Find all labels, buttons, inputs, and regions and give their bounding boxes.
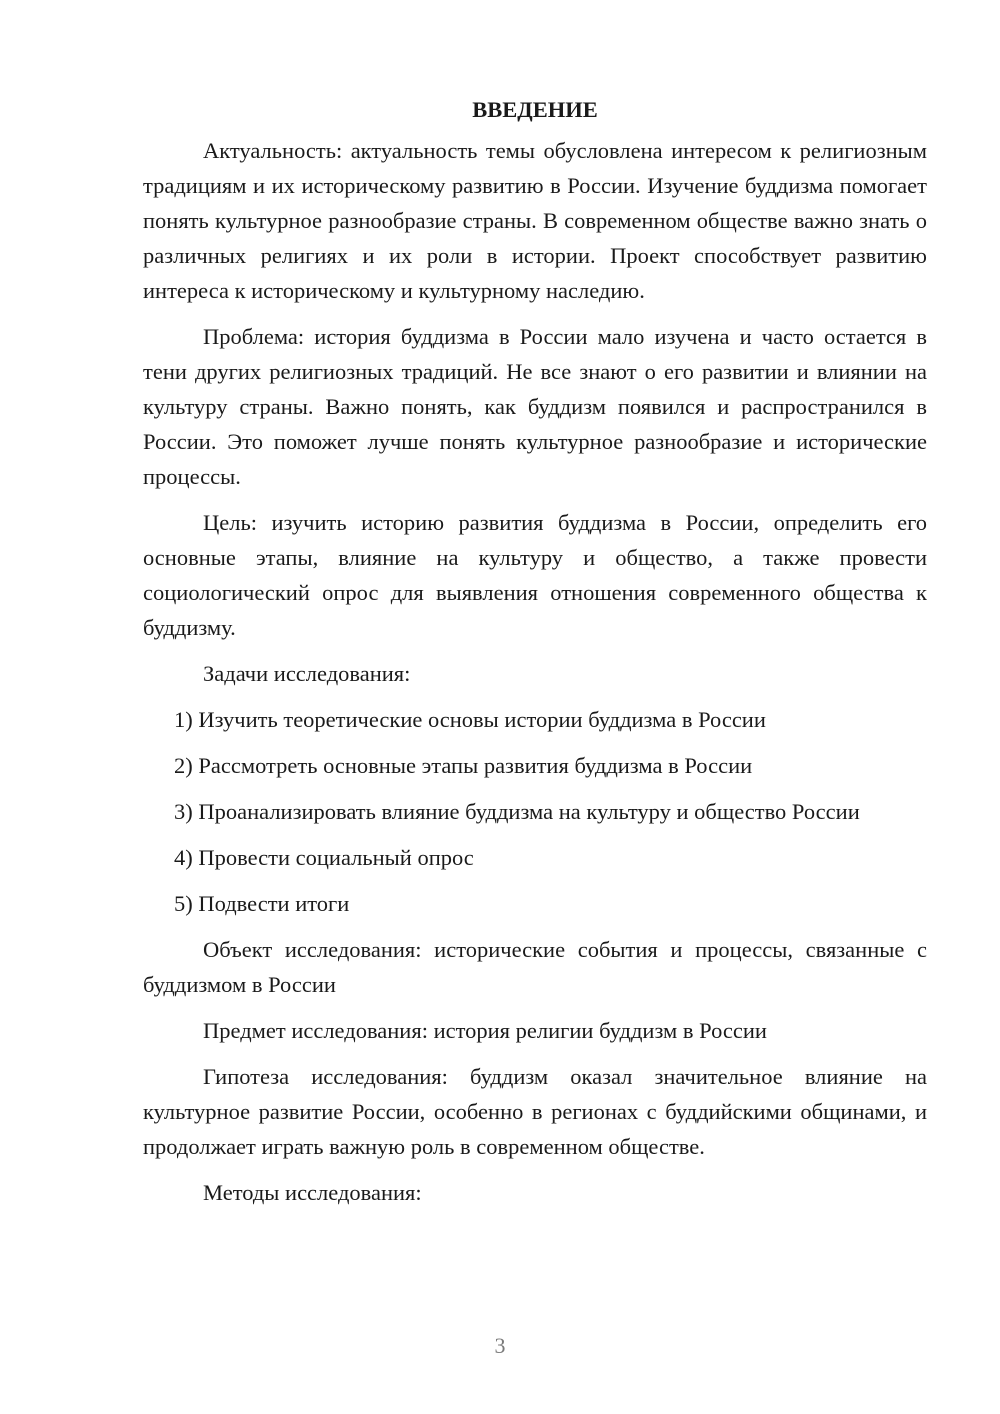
task-item-1: 1) Изучить теоретические основы истории буддизма в России <box>174 707 766 732</box>
task-item-2: 2) Рассмотреть основные этапы развития буддизма в России <box>174 753 753 778</box>
paragraph-problem: Проблема: история буддизма в России мало изучена и часто остается в тени других религиозных традиций. Не все знают о его развитии и влиянии на культуру страны. Важно понять, как буддизм появился и распространился в России. Это поможет лучше понять культурное разнообразие и исторические процессы. <box>143 324 927 489</box>
page-number: 3 <box>494 1333 506 1358</box>
tasks-heading: Задачи исследования: <box>203 661 411 686</box>
paragraph-object: Объект исследования: исторические события и процессы, связанные с буддизмом в России <box>143 937 927 997</box>
paragraph-hypothesis: Гипотеза исследования: буддизм оказал значительное влияние на культурное развитие России, особенно в регионах с буддийскими общинами, и продолжает играть важную роль в современном обществе. <box>143 1064 927 1159</box>
methods-heading: Методы исследования: <box>203 1180 422 1205</box>
section-title: ВВЕДЕНИЕ <box>472 97 598 122</box>
task-item-3: 3) Проанализировать влияние буддизма на культуру и общество России <box>174 799 860 824</box>
paragraph-subject: Предмет исследования: история религии буддизм в России <box>203 1018 767 1043</box>
task-item-4: 4) Провести социальный опрос <box>174 845 474 870</box>
paragraph-actuality: Актуальность: актуальность темы обусловлена интересом к религиозным традициям и их историческому развитию в России. Изучение буддизма помогает понять культурное разнообразие страны. В современном обществе важно знать о различных религиях и их роли в истории. Проект способствует развитию интереса к историческому и культурному наследию. <box>143 138 927 303</box>
page-content <box>143 92 927 1221</box>
paragraph-goal: Цель: изучить историю развития буддизма в России, определить его основные этапы, влияние на культуру и общество, а также провести социологический опрос для выявления отношения современного общества к буддизму. <box>143 510 927 640</box>
task-item-5: 5) Подвести итоги <box>174 891 350 916</box>
